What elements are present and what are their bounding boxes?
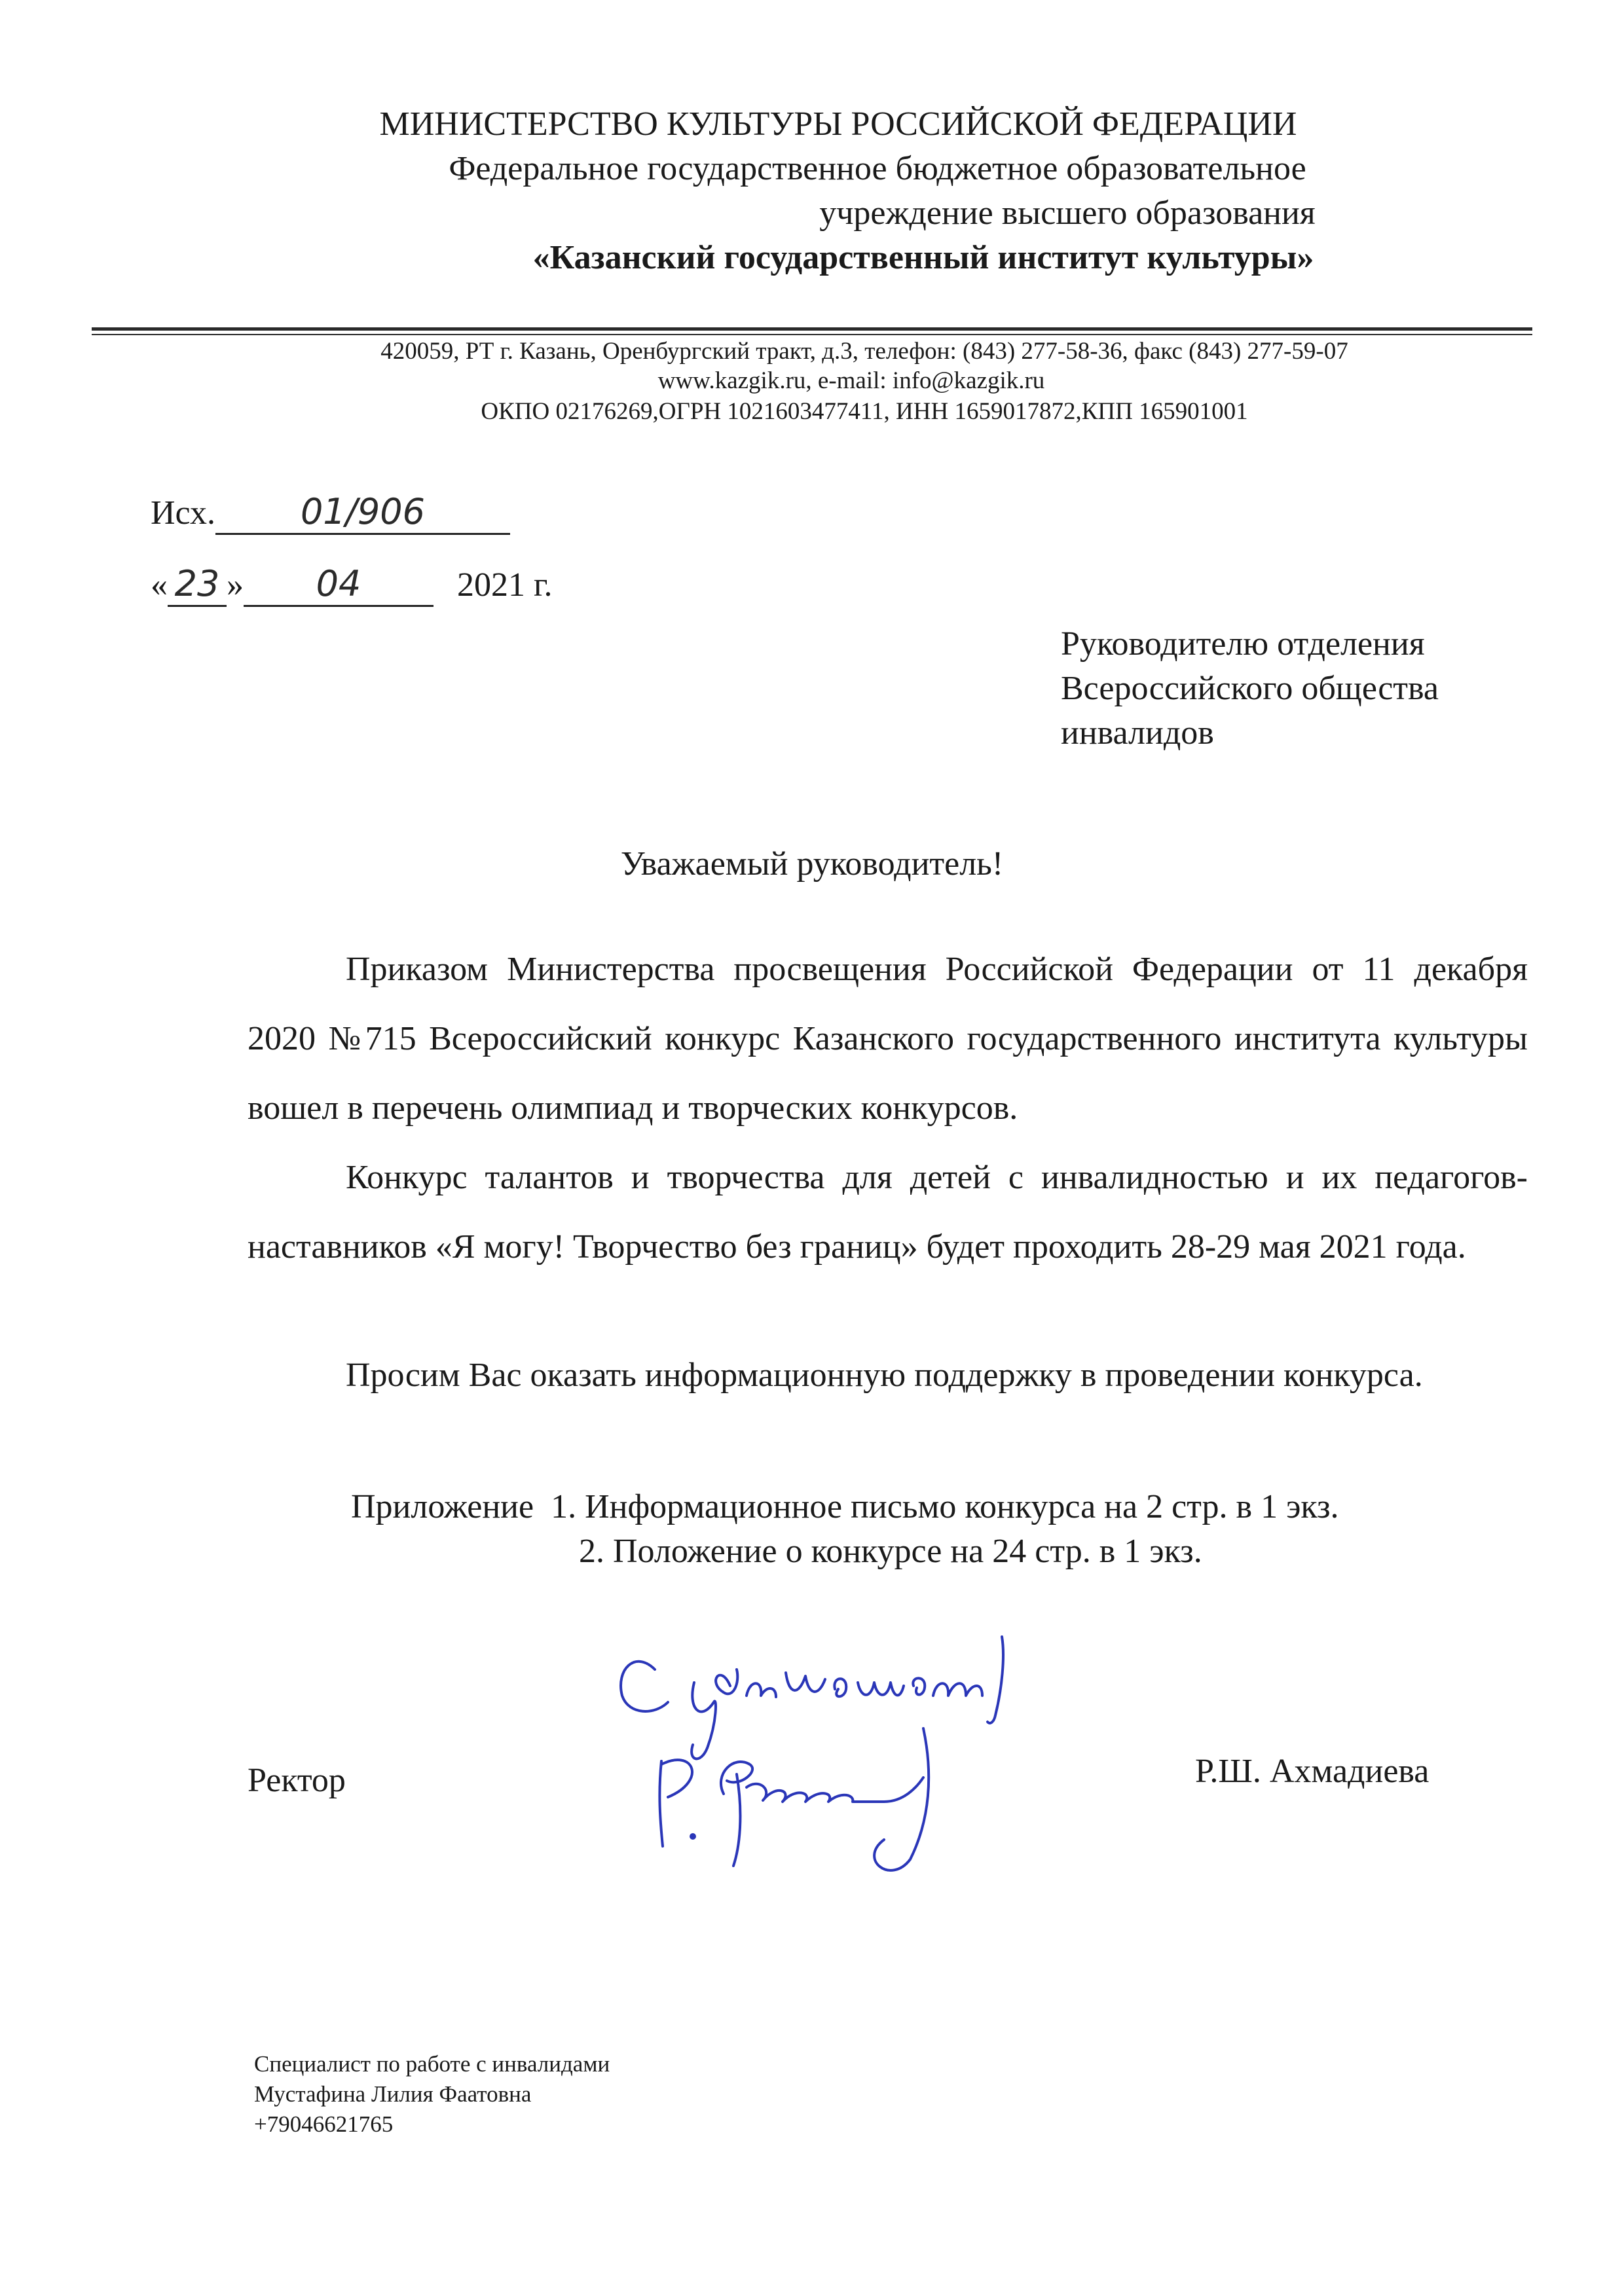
outgoing-number-row bbox=[151, 492, 510, 535]
web-email: www.kazgik.ru, e-mail: info@kazgik.ru bbox=[657, 367, 1045, 394]
signatory-name: Р.Ш. Ахмадиева bbox=[1195, 1753, 1430, 1790]
contact-phone: +79046621765 bbox=[254, 2111, 394, 2137]
institute-name: «Казанский государственный институт культуры» bbox=[532, 239, 1314, 276]
date-row bbox=[151, 564, 552, 607]
month-value: 04 bbox=[316, 563, 361, 604]
addressee-block bbox=[1061, 622, 1439, 756]
contact-position: Специалист по работе с инвалидами bbox=[254, 2051, 610, 2077]
registration-codes: ОКПО 02176269,ОГРН 1021603477411, ИНН 1659017872,КПП 165901001 bbox=[481, 398, 1248, 425]
body-paragraph-2: Конкурс талантов и творчества для детей с инвалидностью и их педагогов-наставников «Я могу! Творчество без границ» будет проходить 28-29 мая 2021 года. bbox=[248, 1159, 1528, 1266]
outgoing-number-field bbox=[215, 492, 510, 535]
contact-person-block bbox=[254, 2049, 610, 2140]
day-field bbox=[168, 564, 227, 607]
body-paragraph-3: Просим Вас оказать информационную поддержку в проведении конкурса. bbox=[346, 1357, 1423, 1394]
handwritten-signature bbox=[609, 1624, 1107, 1872]
addressee-line1: Руководителю отделения bbox=[1061, 625, 1425, 663]
quote-close: » bbox=[227, 566, 244, 604]
letterhead-divider-thick bbox=[92, 327, 1532, 331]
month-field bbox=[244, 564, 434, 607]
attachment-row-1 bbox=[351, 1485, 1339, 1529]
org-type-line2: учреждение высшего образования bbox=[819, 194, 1316, 232]
attachment-item-2: 2. Положение о конкурсе на 24 стр. в 1 экз. bbox=[579, 1533, 1202, 1570]
outgoing-number-value: 01/906 bbox=[300, 491, 425, 532]
quote-open: « bbox=[151, 566, 168, 604]
letterhead-divider-thin bbox=[92, 334, 1532, 335]
body-paragraph-1: Приказом Министерства просвещения Российской Федерации от 11 декабря 2020 №715 Всероссийский конкурс Казанского государственного института культуры вошел в перечень олимпиад и творческих конкурсов. bbox=[248, 951, 1528, 1127]
day-value: 23 bbox=[174, 563, 220, 604]
org-type-line1: Федеральное государственное бюджетное образовательное bbox=[449, 150, 1306, 187]
signatory-role: Ректор bbox=[248, 1762, 346, 1799]
outgoing-label: Исх. bbox=[151, 494, 215, 532]
ministry-title: МИНИСТЕРСТВО КУЛЬТУРЫ РОССИЙСКОЙ ФЕДЕРАЦИИ bbox=[379, 105, 1297, 143]
postal-address: 420059, РТ г. Казань, Оренбургский тракт, д.3, телефон: (843) 277-58-36, факс (843) 277-59-07 bbox=[380, 338, 1348, 365]
addressee-line3: инвалидов bbox=[1061, 714, 1214, 752]
contact-name: Мустафина Лилия Фаатовна bbox=[254, 2081, 532, 2107]
attachment-label: Приложение bbox=[351, 1488, 534, 1525]
addressee-line2: Всероссийского общества bbox=[1061, 670, 1439, 707]
year-value: 2021 г. bbox=[457, 566, 553, 604]
attachment-item-1: 1. Информационное письмо конкурса на 2 стр. в 1 экз. bbox=[551, 1488, 1339, 1525]
salutation: Уважаемый руководитель! bbox=[620, 845, 1004, 883]
